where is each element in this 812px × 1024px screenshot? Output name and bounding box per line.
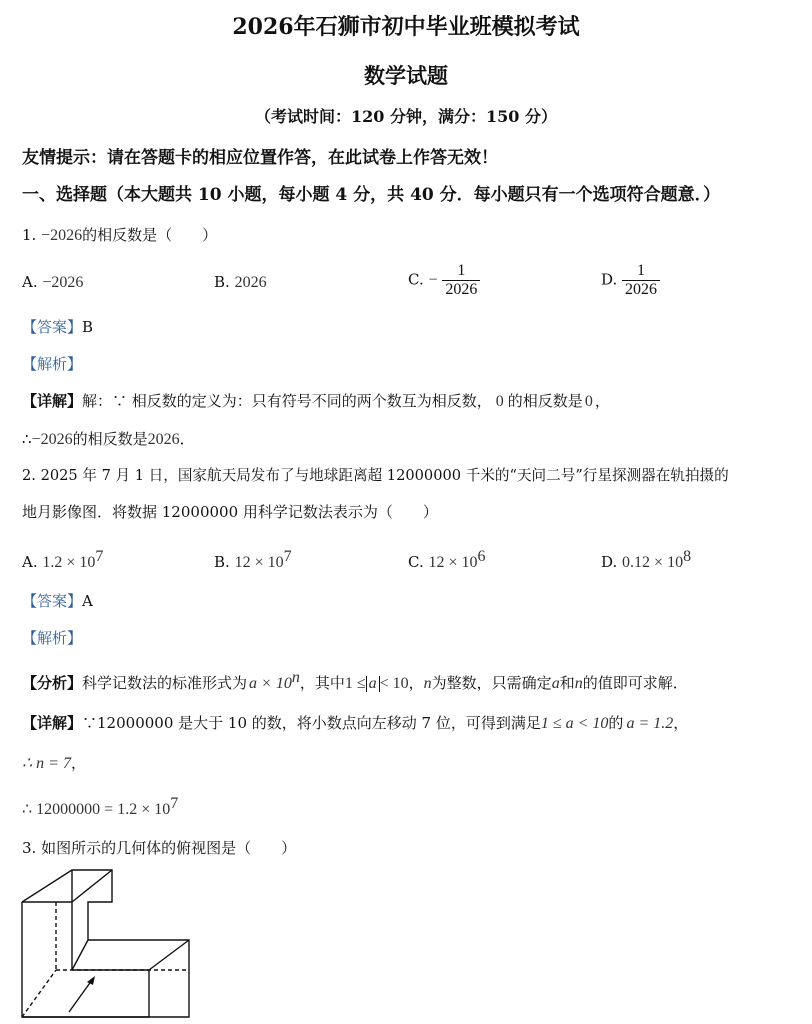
q2-detail xyxy=(22,712,688,733)
option-c-label: C. xyxy=(408,553,424,571)
math-result: 2026 xyxy=(147,431,180,448)
q1-answer xyxy=(22,316,93,337)
math-step-base: ∴ 12000000 = 1.2 × 10 xyxy=(22,801,171,818)
option-c-exponent: 6 xyxy=(477,548,486,565)
q2-option-a xyxy=(22,548,103,572)
option-d-base: 0.12 × 10 xyxy=(622,554,684,571)
question-1-value: −2026 xyxy=(41,227,83,244)
solid-front-face xyxy=(22,870,189,1017)
option-b-value: 2026 xyxy=(234,274,267,291)
math-abs-value: a xyxy=(366,676,380,692)
option-d xyxy=(601,262,660,299)
question-2-line-2: 地月影像图．将数据 12000000 用科学记数法表示为（ ） xyxy=(22,503,438,521)
conclusion-text: 的相反数是 xyxy=(72,430,148,448)
hidden-edge-diag xyxy=(22,970,56,1017)
option-a-exponent: 7 xyxy=(95,548,104,565)
option-d-label: D. xyxy=(601,270,618,289)
math-n: n xyxy=(574,675,583,692)
math-result: a = 1.2 xyxy=(626,715,674,732)
analysis-text-3: ， xyxy=(408,674,424,692)
exam-info: （考试时间：120 分钟，满分：150 分） xyxy=(255,107,557,126)
analysis-label: 【分析】 xyxy=(22,674,83,692)
math-n: n xyxy=(423,675,432,692)
fraction-denominator: 2026 xyxy=(445,281,478,298)
q1-analysis-tag xyxy=(22,353,82,374)
section-heading: 一、选择题（本大题共 10 小题，每小题 4 分，共 40 分．每小题只有一个选项符合题意．） xyxy=(22,185,721,205)
option-d-exponent: 8 xyxy=(683,548,692,565)
geometry-solid-figure xyxy=(14,862,204,1022)
analysis-text-6: 的值即可求解． xyxy=(582,674,688,692)
option-b-base: 12 × 10 xyxy=(234,554,284,571)
option-c-fraction xyxy=(442,262,480,299)
fraction-numerator: 1 xyxy=(442,262,480,281)
math-form-base: a × 10 xyxy=(249,675,292,692)
view-arrow-shaft xyxy=(69,980,92,1012)
option-b-exponent: 7 xyxy=(283,548,292,565)
math-value: −2026 xyxy=(31,431,73,448)
edge-diag xyxy=(72,870,112,902)
q2-analysis-tag xyxy=(22,627,82,648)
conclusion-end: ． xyxy=(179,430,195,448)
detail-tag: 【详解】 xyxy=(22,392,83,410)
question-1-stem xyxy=(22,224,217,245)
detail-text-2: 的 xyxy=(608,714,624,732)
q2-option-c xyxy=(408,548,486,572)
q1-detail xyxy=(22,390,610,411)
option-a-label: A. xyxy=(22,273,38,291)
answer-tag: 【答案】 xyxy=(22,318,83,336)
option-a-base: 1.2 × 10 xyxy=(42,554,96,571)
math-form-exponent: n xyxy=(291,669,300,686)
subject-title: 数学试题 xyxy=(364,63,448,88)
answer-value: B xyxy=(82,318,94,336)
option-c-sign: − xyxy=(428,271,438,289)
option-c xyxy=(408,262,480,299)
math-ineq-left: 1 ≤ xyxy=(344,675,366,692)
math-ineq-right: < 10 xyxy=(379,675,409,692)
detail-label: 【详解】 xyxy=(22,714,83,732)
math-step: ∴ n = 7 xyxy=(22,755,71,772)
fraction-numerator: 1 xyxy=(622,262,660,281)
detail-text-3: ， xyxy=(594,392,610,410)
option-b-label: B. xyxy=(214,273,230,291)
detail-text-3: ， xyxy=(673,714,689,732)
question-1-text: 的相反数是（ ） xyxy=(82,226,218,244)
detail-text: ∵12000000 是大于 10 的数，将小数点向左移动 7 位，可得到满足 xyxy=(82,714,541,732)
option-d-fraction xyxy=(622,262,660,299)
answer-value: A xyxy=(82,592,93,610)
q2-step-1 xyxy=(22,752,86,773)
q2-option-d xyxy=(601,548,691,572)
analysis-tag: 【解析】 xyxy=(22,355,83,373)
step-end: ， xyxy=(70,754,86,772)
edge-step-diag-2 xyxy=(149,940,189,970)
math-a: a xyxy=(551,675,560,692)
option-b-label: B. xyxy=(214,553,230,571)
q2-answer xyxy=(22,590,93,611)
analysis-text-4: 为整数，只需确定 xyxy=(431,674,552,692)
q2-analysis xyxy=(22,669,688,693)
friendly-tip: 友情提示：请在答题卡的相应位置作答，在此试卷上作答无效！ xyxy=(22,148,498,168)
math-zero: 0 xyxy=(495,393,504,410)
therefore-symbol: ∴ xyxy=(22,430,32,448)
analysis-text-2: ，其中 xyxy=(299,674,345,692)
option-a xyxy=(22,273,83,292)
view-arrow-icon xyxy=(87,976,95,985)
detail-text-2: 的相反数是 xyxy=(507,392,583,410)
option-a-value: −2026 xyxy=(42,274,84,291)
question-2-line-1: 2. 2025 年 7 月 1 日，国家航天局发布了与地球距离超 12000000 千米的“天问二号”行星探测器在轨拍摄的 xyxy=(22,467,729,484)
analysis-text: 科学记数法的标准形式为 xyxy=(82,674,248,692)
q2-step-2 xyxy=(22,795,178,819)
option-d-label: D. xyxy=(601,553,618,571)
q2-option-b xyxy=(214,548,292,572)
analysis-text-5: 和 xyxy=(559,674,575,692)
question-3-stem: 3. 如图所示的几何体的俯视图是（ ） xyxy=(22,839,297,857)
math-range: 1 ≤ a < 10 xyxy=(540,715,609,732)
detail-text: 解：∵ 相反数的定义为：只有符号不同的两个数互为相反数， xyxy=(82,392,492,410)
edge-step-diag xyxy=(72,940,88,970)
option-c-label: C. xyxy=(408,270,424,289)
option-c-base: 12 × 10 xyxy=(428,554,478,571)
math-step-exponent: 7 xyxy=(170,795,179,812)
math-zero: 0 xyxy=(584,393,593,410)
answer-tag: 【答案】 xyxy=(22,592,83,610)
option-a-label: A. xyxy=(22,553,38,571)
fraction-denominator: 2026 xyxy=(625,281,658,298)
exam-title: 2026年石狮市初中毕业班模拟考试 xyxy=(232,14,580,40)
analysis-tag: 【解析】 xyxy=(22,629,83,647)
q1-conclusion xyxy=(22,428,195,449)
option-b xyxy=(214,273,267,292)
question-number: 1. xyxy=(22,226,37,244)
